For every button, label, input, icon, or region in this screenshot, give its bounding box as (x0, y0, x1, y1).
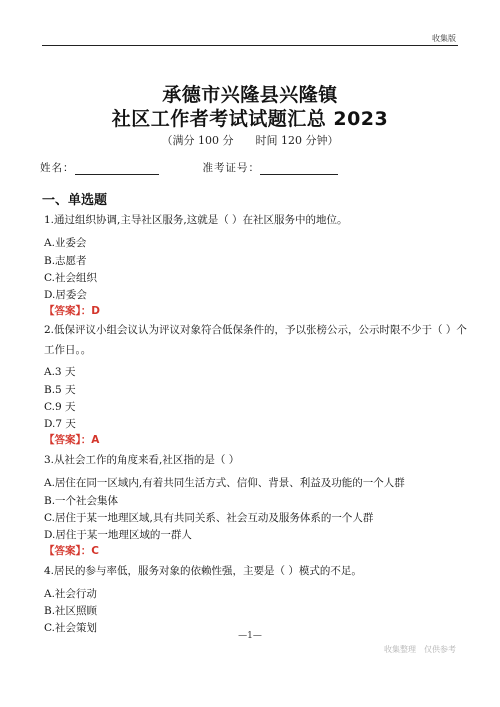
watermark-text: 收集整理 仅供参考 (384, 645, 456, 654)
question-stem: 2.低保评议小组会议认为评议对象符合低保条件的，予以张榜公示，公示时限不少于（ ）个 (44, 324, 467, 336)
option: A.业委会 (44, 237, 87, 249)
id-blank-line (260, 163, 338, 175)
option: A.居住在同一区域内,有着共同生活方式、信仰、背景、利益及功能的一个人群 (44, 477, 405, 489)
option: B.一个社会集体 (44, 495, 119, 507)
option: A.社会行动 (44, 588, 97, 600)
candidate-fields (40, 160, 338, 175)
option: B.社区照顾 (44, 605, 98, 617)
option: D.居住于某一地理区域的一群人 (44, 529, 192, 541)
option: A.3 天 (44, 366, 76, 378)
question-stem-continued: 工作日。。 (44, 344, 92, 356)
exam-subtitle: （满分 100 分 时间 120 分钟） (161, 134, 339, 147)
name-blank-line (75, 163, 159, 175)
title-line-1: 承德市兴隆县兴隆镇 (162, 84, 338, 106)
header-label: 收集版 (432, 34, 456, 43)
page-number: —1— (238, 631, 262, 641)
question-stem: 4.居民的参与率低，服务对象的依赖性强，主要是（ ）模式的不足。 (44, 565, 362, 577)
option: B.志愿者 (44, 255, 87, 267)
option: C.居住于某一地理区域,具有共同关系、社会互动及服务体系的一个人群 (44, 512, 374, 524)
answer-label: 【答案】：A (44, 434, 100, 446)
title-line-2: 社区工作者考试试题汇总 2023 (111, 108, 389, 130)
option: D.居委会 (44, 289, 87, 301)
question-stem: 1.通过组织协调,主导社区服务,这就是（ ）在社区服务中的地位。 (44, 214, 348, 226)
name-label: 姓名： (40, 162, 75, 174)
header-rule (42, 45, 458, 46)
option: B.5 天 (44, 384, 76, 396)
answer-label: 【答案】：C (44, 545, 99, 557)
question-stem: 3.从社会工作的角度来看,社区指的是（ ） (44, 454, 240, 466)
answer-label: 【答案】：D (44, 305, 100, 317)
id-label: 准考证号： (202, 162, 260, 174)
option: C.9 天 (44, 401, 76, 413)
option: C.社会组织 (44, 272, 97, 284)
option: D.7 天 (44, 418, 76, 430)
section-title: 一、单选题 (42, 193, 108, 208)
option: C.社会策划 (44, 622, 97, 634)
